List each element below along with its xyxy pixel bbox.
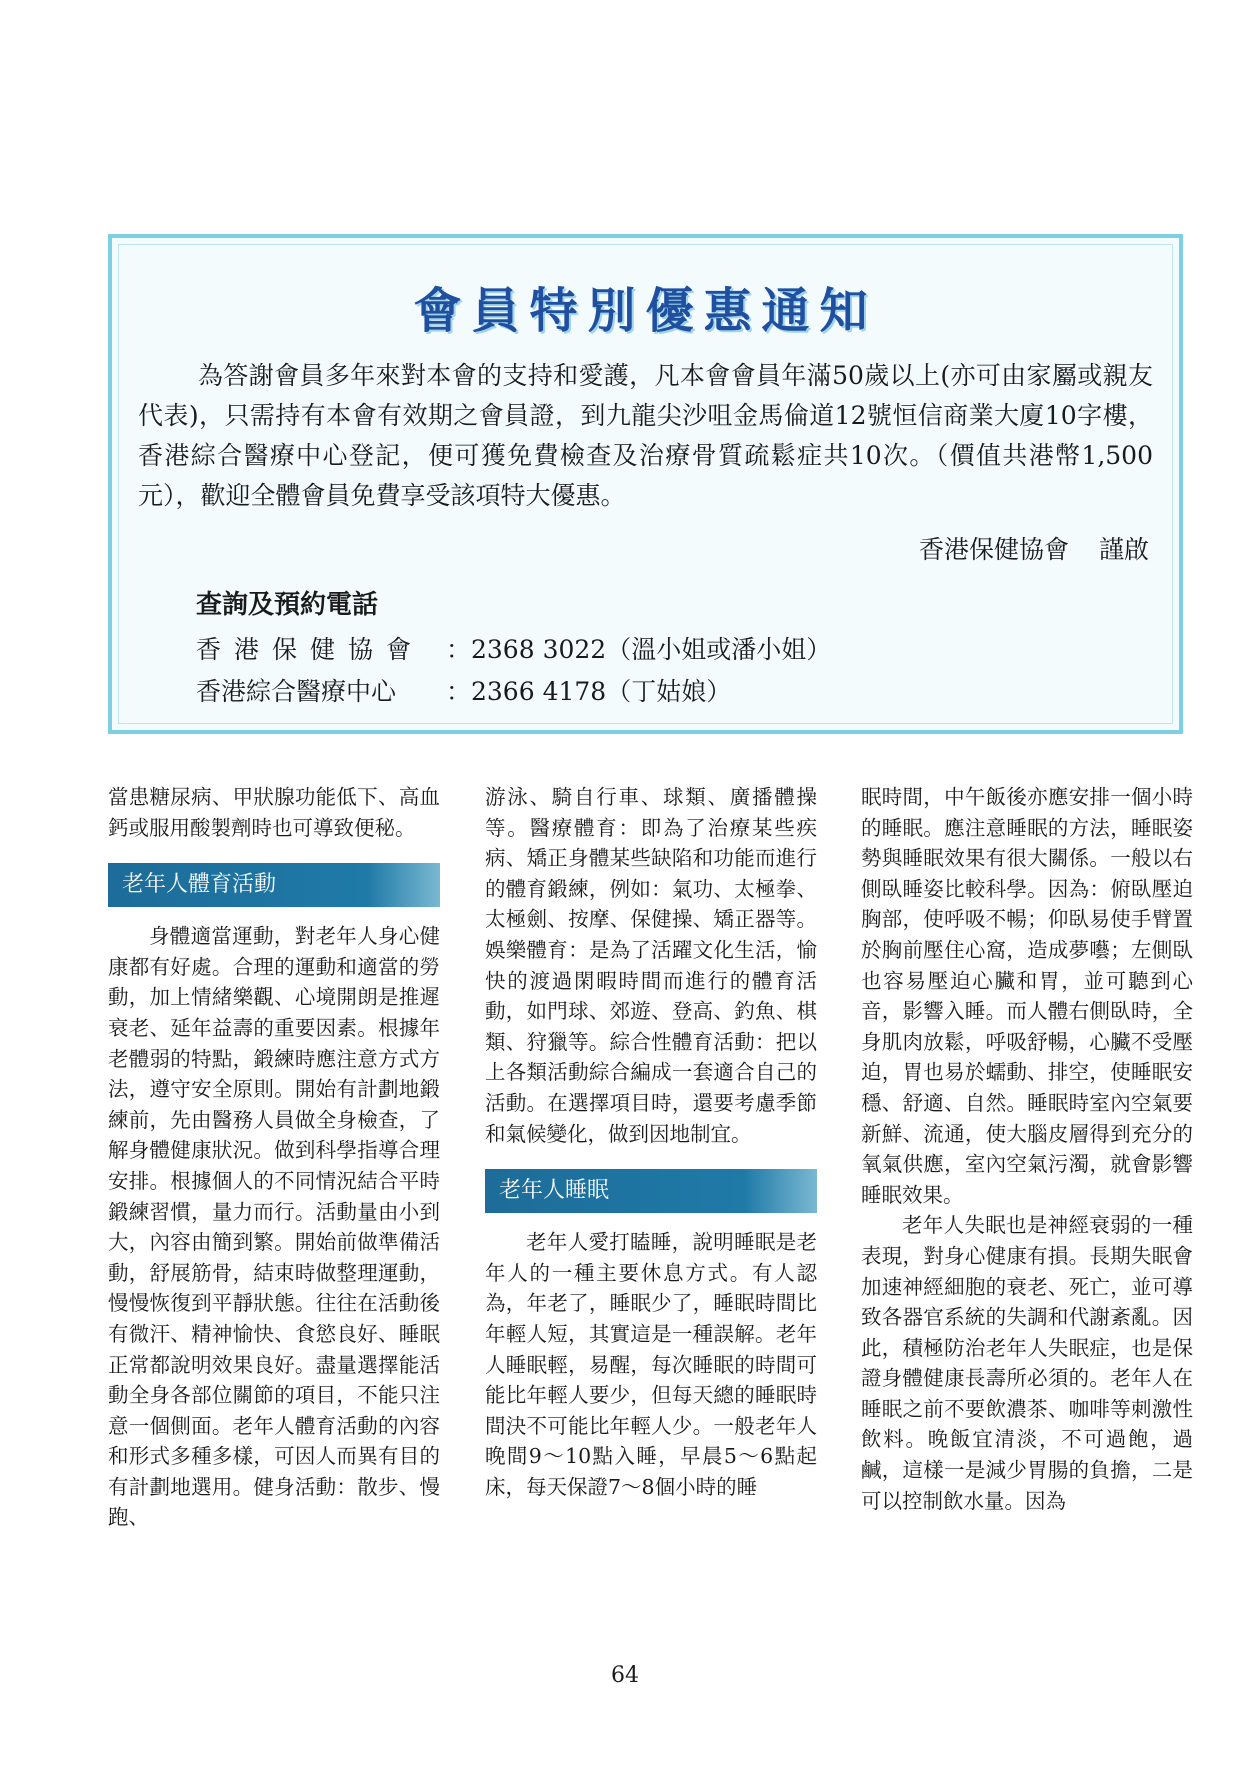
contact-label: 香港綜合醫療中心 <box>196 677 397 706</box>
contact-heading: 查詢及預約電話 <box>196 590 379 620</box>
paragraph: 老年人失眠也是神經衰弱的一種表現，對身心健康有損。長期失眠會加速神經細胞的衰老、死亡，並可導致各器官系統的失調和代謝紊亂。因此，積極防治老年人失眠症，也是保證身體健康長壽所必須的。老年人在睡眠之前不要飲濃茶、咖啡等刺激性飲料。晚飯宜清淡，不可過飽，過鹹，這樣一是減少胃腸的負擔，二是可以控制飲水量。因為 <box>861 1213 1193 1513</box>
article-column-2 <box>485 782 817 1502</box>
paragraph: 當患糖尿病、甲狀腺功能低下、高血鈣或服用酸製劑時也可導致便秘。 <box>108 785 440 840</box>
article-column-3 <box>861 782 1193 1516</box>
paragraph: 游泳、騎自行車、球類、廣播體操等。醫療體育：即為了治療某些疾病、矯正身體某些缺陷和功能而進行的體育鍛練，例如：氣功、太極拳、太極劍、按摩、保健操、矯正器等。娛樂體育：是為了活躍文化生活，愉快的渡過閑暇時間而進行的體育活動，如門球、郊遊、登高、釣魚、棋類、狩獵等。綜合性體育活動：把以上各類活動綜合編成一套適合自己的活動。在選擇項目時，還要考慮季節和氣候變化，做到因地制宜。 <box>485 785 817 1146</box>
notice-title: 會員特別優惠通知 <box>413 283 878 339</box>
paragraph: 老年人愛打瞌睡，說明睡眠是老年人的一種主要休息方式。有人認為，年老了，睡眠少了，睡眠時間比年輕人短，其實這是一種誤解。老年人睡眠輕，易醒，每次睡眠的時間可能比年輕人要少，但每天總的睡眠時間決不可能比年輕人少。一般老年人晚間9～10點入睡，早晨5～6點起床，每天保證7～8個小時的睡 <box>485 1230 817 1499</box>
contact-row <box>196 630 831 666</box>
notice-box <box>108 234 1183 734</box>
signature-org: 香港保健協會 <box>918 535 1069 564</box>
section-heading: 老年人體育活動 <box>108 863 440 907</box>
contact-value: ：2368 3022（溫小姐或潘小姐） <box>446 635 832 664</box>
section-heading: 老年人睡眠 <box>485 1169 817 1213</box>
page-number: 64 <box>611 1663 639 1688</box>
article-column-1 <box>108 782 440 1533</box>
contact-label: 香港保健協會 <box>196 635 425 664</box>
paragraph: 身體適當運動，對老年人身心健康都有好處。合理的運動和適當的勞動，加上情緒樂觀、心境開朗是推遲衰老、延年益壽的重要因素。根據年老體弱的特點，鍛練時應注意方式方法，遵守安全原則。開始有計劃地鍛練前，先由醫務人員做全身檢查，了解身體健康狀況。做到科學指導合理安排。根據個人的不同情況結合平時鍛練習慣，量力而行。活動量由小到大，內容由簡到繁。開始前做準備活動，舒展筋骨，結束時做整理運動，慢慢恢復到平靜狀態。往往在活動後有微汗、精神愉快、食慾良好、睡眠正常都說明效果良好。盡量選擇能活動全身各部位關節的項目，不能只注意一個側面。老年人體育活動的內容和形式多種多樣，可因人而異有目的有計劃地選用。健身活動：散步、慢跑、 <box>108 924 440 1530</box>
contact-row <box>196 672 731 708</box>
contact-value: ：2366 4178（丁姑娘） <box>446 677 732 706</box>
paragraph: 眠時間，中午飯後亦應安排一個小時的睡眠。應注意睡眠的方法，睡眠姿勢與睡眠效果有很大關係。一般以右側臥睡姿比較科學。因為：俯臥壓迫胸部，使呼吸不暢；仰臥易使手臂置於胸前壓住心窩，造成夢囈；左側臥也容易壓迫心臟和胃，並可聽到心音，影響入睡。而人體右側臥時，全身肌肉放鬆，呼吸舒暢，心臟不受壓迫，胃也易於蠕動、排空，使睡眠安穩、舒適、自然。睡眠時室內空氣要新鮮、流通，使大腦皮層得到充分的氧氣供應，室內空氣污濁，就會影響睡眠效果。 <box>861 785 1193 1207</box>
signature-word: 謹啟 <box>1098 535 1149 564</box>
notice-body: 為答謝會員多年來對本會的支持和愛護，凡本會會員年滿50歲以上(亦可由家屬或親友代表)，只需持有本會有效期之會員證，到九龍尖沙咀金馬倫道12號恒信商業大廈10字樓，香港綜合醫療中心登記，便可獲免費檢查及治療骨質疏鬆症共10次。（價值共港幣1,500元），歡迎全體會員免費享受該項特大優惠。 <box>138 361 1153 510</box>
notice-signature <box>889 530 1149 566</box>
